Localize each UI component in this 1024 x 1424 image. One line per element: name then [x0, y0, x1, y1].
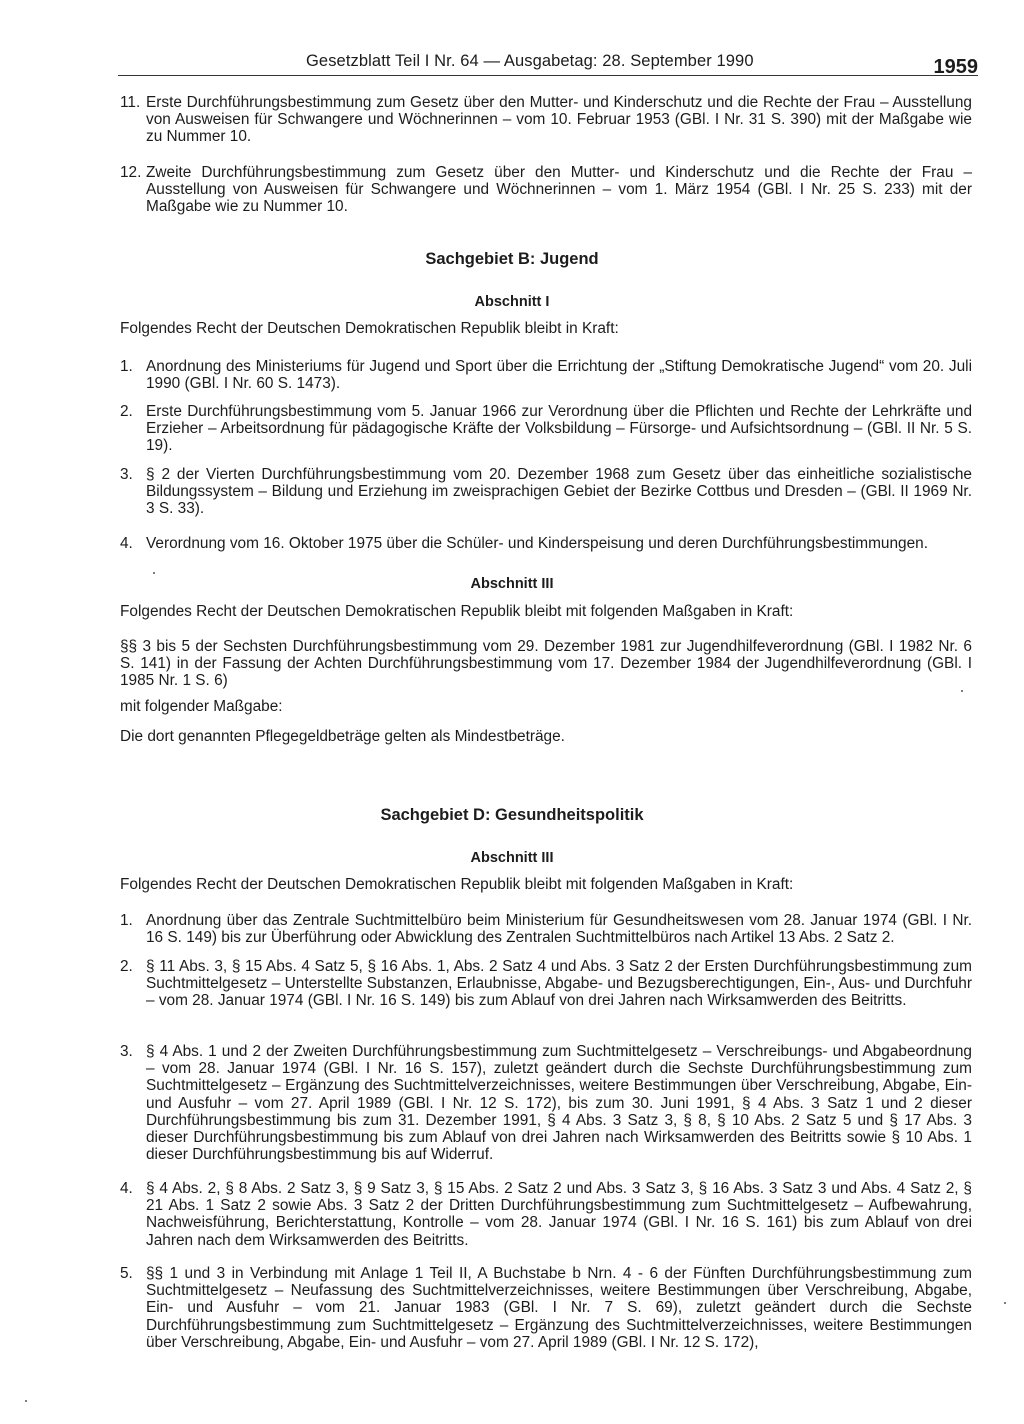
section-intro: Folgendes Recht der Deutschen Demokratischen Republik bleibt mit folgenden Maßgaben in Kraft:: [120, 876, 794, 893]
scan-speck: [153, 572, 155, 574]
section-intro: Folgendes Recht der Deutschen Demokratischen Republik bleibt mit folgenden Maßgaben in Kraft:: [120, 603, 794, 620]
item-number: 5.: [120, 1265, 133, 1282]
item-number: 1.: [120, 912, 133, 929]
item-number: 2.: [120, 403, 133, 420]
abschnitt-heading: Abschnitt III: [470, 850, 554, 866]
section-intro: Folgendes Recht der Deutschen Demokratischen Republik bleibt in Kraft:: [120, 320, 619, 337]
item-number: 3.: [120, 1043, 133, 1060]
massgabe-label: mit folgender Maßgabe:: [120, 698, 283, 715]
list-item: [120, 535, 972, 552]
item-text: Erste Durchführungsbestimmung vom 5. Januar 1966 zur Verordnung über die Pflichten und Rechte der Lehrkräfte und Erzieher – Arbeitsordnung für pädagogische Kräfte der Volksbildung – Fürsorge- und Aufsichtsordnung – (GBl. II Nr. 5 S. 19).: [146, 403, 972, 455]
list-item: [120, 958, 972, 1010]
header-rule: [118, 75, 978, 76]
massgabe-text: Die dort genannten Pflegegeldbeträge gelten als Mindestbeträge.: [120, 728, 565, 745]
list-item: [120, 358, 972, 392]
list-item: [120, 912, 972, 946]
item-number: 11.: [120, 94, 141, 111]
intro-item-11: [120, 94, 972, 146]
abschnitt-heading: Abschnitt I: [474, 294, 550, 310]
list-item: [120, 1265, 972, 1351]
item-number: 4.: [120, 1180, 133, 1197]
header-title: Gesetzblatt Teil I Nr. 64 — Ausgabetag: 28. September 1990: [306, 52, 754, 70]
item-number: 1.: [120, 358, 133, 375]
item-number: 4.: [120, 535, 133, 552]
item-text: Anordnung des Ministeriums für Jugend und Sport über die Errichtung der „Stiftung Demokratische Jugend“ vom 20. Juli 1990 (GBl. I Nr. 60 S. 1473).: [146, 358, 972, 393]
page-number: 1959: [933, 56, 978, 78]
item-number: 12.: [120, 164, 142, 181]
item-text: § 4 Abs. 1 und 2 der Zweiten Durchführungsbestimmung zum Suchtmittelgesetz – Verschreibungs- und Abgabeordnung – vom 28. Januar 1974 (GBl. I Nr. 16 S. 157), zuletzt geändert durch die Sechste Durchführungsbestimmung zum Suchtmittelgesetz – Ergänzung des Suchtmittelverzeichnisses, weitere Bestimmungen über Verschreibung, Abgabe, Ein- und Ausfuhr – vom 27. April 1989 (GBl. I Nr. 12 S. 172), bis zum 30. Juni 1991, § 4 Abs. 3 Satz 1 und 2 dieser Durchführungsbestimmung bis zum 31. Dezember 1991, § 4 Abs. 3 Satz 3, § 8, § 10 Abs. 2 Satz 5 und § 17 Abs. 3 dieser Durchführungsbestimmung bis zum Ablauf von drei Jahren nach Wirksamwerden des Beitritts sowie § 10 Abs. 1 dieser Durchführungsbestimmung bis auf Widerruf.: [146, 1043, 972, 1164]
list-item: [120, 403, 972, 455]
page-header: [118, 50, 978, 76]
item-text: Zweite Durchführungsbestimmung zum Gesetz über den Mutter- und Kinderschutz und die Rechte der Frau – Ausstellung von Ausweisen für Schwangere und Wöchnerinnen – vom 1. März 1954 (GBl. I Nr. 25 S. 233) mit der Maßgabe wie zu Nummer 10.: [146, 164, 972, 216]
section-body: §§ 3 bis 5 der Sechsten Durchführungsbestimmung vom 29. Dezember 1981 zur Jugendhilfeverordnung (GBl. I 1982 Nr. 6 S. 141) in der Fassung der Achten Durchführungsbestimmung vom 17. Dezember 1984 der Jugendhilfeverordnung (GBl. I 1985 Nr. 1 S. 6): [120, 638, 972, 690]
item-text: Erste Durchführungsbestimmung zum Gesetz über den Mutter- und Kinderschutz und die Rechte der Frau – Ausstellung von Ausweisen für Schwangere und Wöchnerinnen – vom 10. Februar 1953 (GBl. I Nr. 31 S. 390) mit der Maßgabe wie zu Nummer 10.: [146, 94, 972, 146]
abschnitt-heading: Abschnitt III: [470, 576, 554, 592]
item-text: Verordnung vom 16. Oktober 1975 über die Schüler- und Kinderspeisung und deren Durchführungsbestimmungen.: [146, 535, 928, 552]
scan-speck: [1004, 1302, 1006, 1304]
item-text: Anordnung über das Zentrale Suchtmittelbüro beim Ministerium für Gesundheitswesen vom 28. Januar 1974 (GBl. I Nr. 16 S. 149) bis zur Überführung oder Abwicklung des Zentralen Suchtmittelbüros nach Artikel 13 Abs. 2 Satz 2.: [146, 912, 972, 947]
sachgebiet-d-heading: Sachgebiet D: Gesundheitspolitik: [380, 806, 644, 824]
item-number: 3.: [120, 466, 133, 483]
list-item: [120, 466, 972, 518]
scan-speck: [25, 1400, 27, 1402]
scan-speck: [961, 690, 963, 692]
sachgebiet-b-heading: Sachgebiet B: Jugend: [425, 250, 599, 268]
intro-item-12: [120, 164, 972, 216]
item-number: 2.: [120, 958, 133, 975]
item-text: § 2 der Vierten Durchführungsbestimmung vom 20. Dezember 1968 zum Gesetz über das einheitliche sozialistische Bildungssystem – Bildung und Erziehung im zweisprachigen Gebiet der Bezirke Cottbus und Dresden – (GBl. II 1969 Nr. 3 S. 33).: [146, 466, 972, 518]
item-text: § 11 Abs. 3, § 15 Abs. 4 Satz 5, § 16 Abs. 1, Abs. 2 Satz 4 und Abs. 3 Satz 2 der Ersten Durchführungsbestimmung zum Suchtmittelgesetz – Unterstellte Substanzen, Erlaubnisse, Abgabe- und Bezugsberechtigungen, Ein-, Aus- und Durchfuhr – vom 28. Januar 1974 (GBl. I Nr. 16 S. 149) bis zum Ablauf von drei Jahren nach Wirksamwerden des Beitritts.: [146, 958, 972, 1010]
list-item: [120, 1043, 972, 1163]
item-text: §§ 1 und 3 in Verbindung mit Anlage 1 Teil II, A Buchstabe b Nrn. 4 - 6 der Fünften Durchführungsbestimmung zum Suchtmittelgesetz – Neufassung des Suchtmittelverzeichnisses, weitere Bestimmungen über Verschreibung, Abgabe, Ein- und Ausfuhr – vom 21. Januar 1983 (GBl. I Nr. 7 S. 69), zuletzt geändert durch die Sechste Durchführungsbestimmung zum Suchtmittelgesetz – Ergänzung des Suchtmittelverzeichnisses, weitere Bestimmungen über Verschreibung, Abgabe, Ein- und Ausfuhr – vom 27. April 1989 (GBl. I Nr. 12 S. 172),: [146, 1265, 972, 1351]
list-item: [120, 1180, 972, 1249]
item-text: § 4 Abs. 2, § 8 Abs. 2 Satz 3, § 9 Satz 3, § 15 Abs. 2 Satz 2 und Abs. 3 Satz 3, § 16 Abs. 3 Satz 3 und Abs. 4 Satz 2, § 21 Abs. 1 Satz 2 sowie Abs. 3 Satz 2 der Dritten Durchführungsbestimmung zum Suchtmittelgesetz – Aufbewahrung, Nachweisführung, Berichterstattung, Kontrolle – vom 28. Januar 1974 (GBl. I Nr. 16 S. 161) bis zum Ablauf von drei Jahren nach dem Wirksamwerden des Beitritts.: [146, 1180, 972, 1249]
